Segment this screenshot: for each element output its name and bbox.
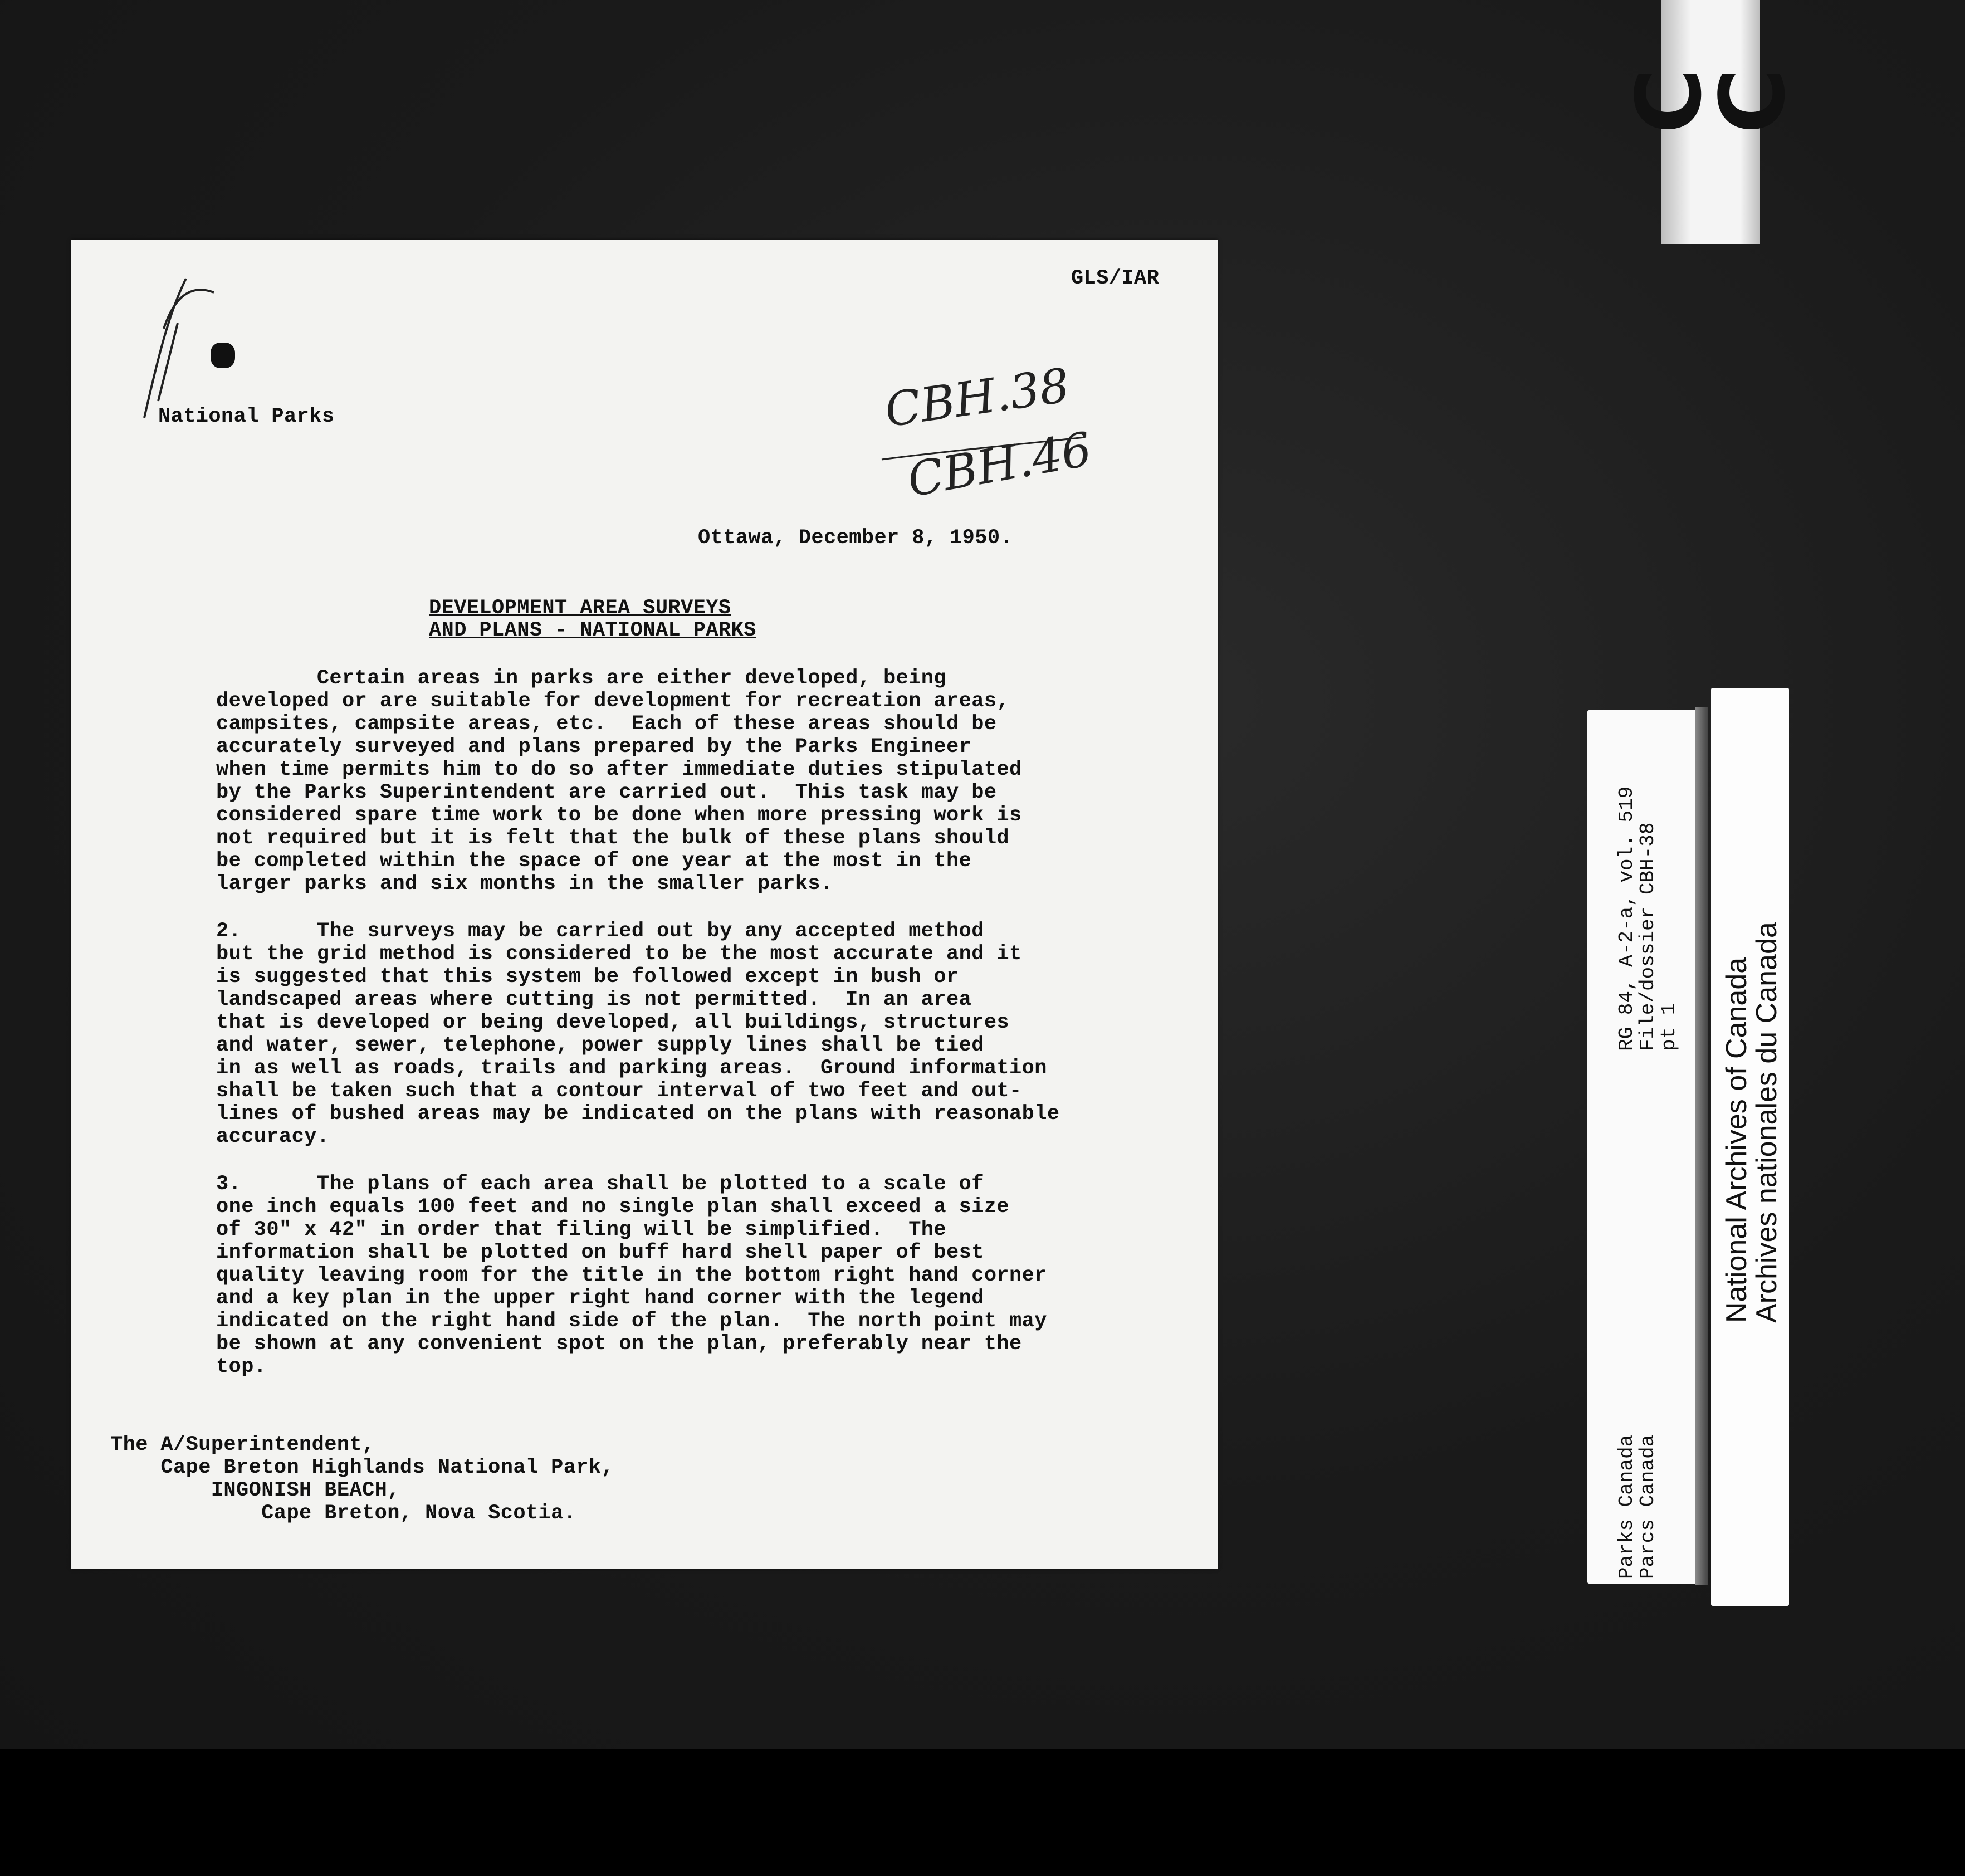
paragraph-line: by the Parks Superintendent are carried out. This task may be	[216, 781, 997, 804]
address-line: Cape Breton Highlands National Park,	[110, 1456, 614, 1479]
paragraph-line: quality leaving room for the title in the bottom right hand corner	[216, 1264, 1047, 1287]
archives-name-fr: Archives nationales du Canada	[1751, 922, 1783, 1323]
letter-title-line-2: AND PLANS - NATIONAL PARKS	[429, 619, 756, 642]
paragraph-line: and a key plan in the upper right hand corner with the legend	[216, 1287, 984, 1310]
paragraph-line: indicated on the right hand side of the plan. The north point may	[216, 1310, 1047, 1333]
paragraph-line: larger parks and six months in the smaller parks.	[216, 872, 833, 896]
archives-name-en: National Archives of Canada	[1720, 957, 1753, 1323]
archive-reference-label	[1587, 710, 1704, 1584]
paragraph-line: shall be taken such that a contour interval of two feet and out-	[216, 1079, 1022, 1103]
paragraph-line: accurately surveyed and plans prepared by the Parks Engineer	[216, 735, 972, 759]
national-archives-label	[1711, 688, 1789, 1606]
paragraph-line: is suggested that this system be followed except in bush or	[216, 965, 959, 989]
paragraph-line: that is developed or being developed, all buildings, structures	[216, 1011, 1010, 1034]
handwritten-file-number-1: CBH.38	[881, 358, 1073, 438]
handwritten-initials	[125, 262, 225, 429]
address-line: INGONISH BEACH,	[110, 1479, 400, 1502]
bottom-border	[0, 1749, 1965, 1876]
paragraph-line: in as well as roads, trails and parking areas. Ground information	[216, 1057, 1047, 1080]
paragraph-line: when time permits him to do so after immediate duties stipulated	[216, 758, 1022, 781]
paragraph-line: 3. The plans of each area shall be plotted to a scale of	[216, 1172, 984, 1196]
label-edge-shadow	[1695, 707, 1708, 1585]
reference-initials: GLS/IAR	[1071, 267, 1160, 290]
paragraph-line: developed or are suitable for development for recreation areas,	[216, 690, 1010, 713]
paragraph-line: not required but it is felt that the bulk of these plans should	[216, 827, 1010, 850]
paragraph-line: considered spare time work to be done when more pressing work is	[216, 804, 1022, 827]
paragraph-line: top.	[216, 1355, 267, 1379]
letter-page	[71, 240, 1218, 1569]
paragraph-line: be completed within the space of one year at the most in the	[216, 849, 972, 873]
paragraph-line: but the grid method is considered to be the most accurate and it	[216, 942, 1022, 966]
paragraph-line: be shown at any convenient spot on the plan, preferably near the	[216, 1332, 1022, 1356]
address-line: Cape Breton, Nova Scotia.	[110, 1502, 576, 1525]
paragraph-line: lines of bushed areas may be indicated on the plans with reasonable	[216, 1102, 1060, 1126]
paragraph-line: Certain areas in parks are either developed, being	[216, 667, 947, 690]
handwritten-file-number-2: CBH.46	[903, 421, 1096, 508]
paragraph-line: landscaped areas where cutting is not permitted. In an area	[216, 988, 972, 1012]
paragraph-line: one inch equals 100 feet and no single plan shall exceed a size	[216, 1195, 1010, 1219]
agency-en: Parks Canada	[1615, 1434, 1638, 1579]
paragraph-line: and water, sewer, telephone, power supply lines shall be tied	[216, 1034, 984, 1057]
paragraph-line: 2. The surveys may be carried out by any accepted method	[216, 920, 984, 943]
film-strip-marks: C C	[1617, 68, 1805, 134]
paragraph-line: accuracy.	[216, 1125, 330, 1149]
address-line: The A/Superintendent,	[110, 1433, 375, 1457]
department-heading: National Parks	[158, 405, 335, 428]
agency-fr: Parcs Canada	[1636, 1434, 1659, 1579]
paragraph-line: campsites, campsite areas, etc. Each of these areas should be	[216, 712, 997, 736]
reference-line-1: RG 84, A-2-a, vol. 519	[1615, 786, 1638, 1051]
letter-title-line-1: DEVELOPMENT AREA SURVEYS	[429, 597, 731, 620]
reference-line-3: pt 1	[1658, 1003, 1680, 1051]
paragraph-line: of 30" x 42" in order that filing will be simplified. The	[216, 1218, 947, 1242]
reference-line-2: File/dossier CBH-38	[1636, 822, 1659, 1051]
letter-date: Ottawa, December 8, 1950.	[698, 526, 1013, 550]
paragraph-line: information shall be plotted on buff hard shell paper of best	[216, 1241, 984, 1264]
